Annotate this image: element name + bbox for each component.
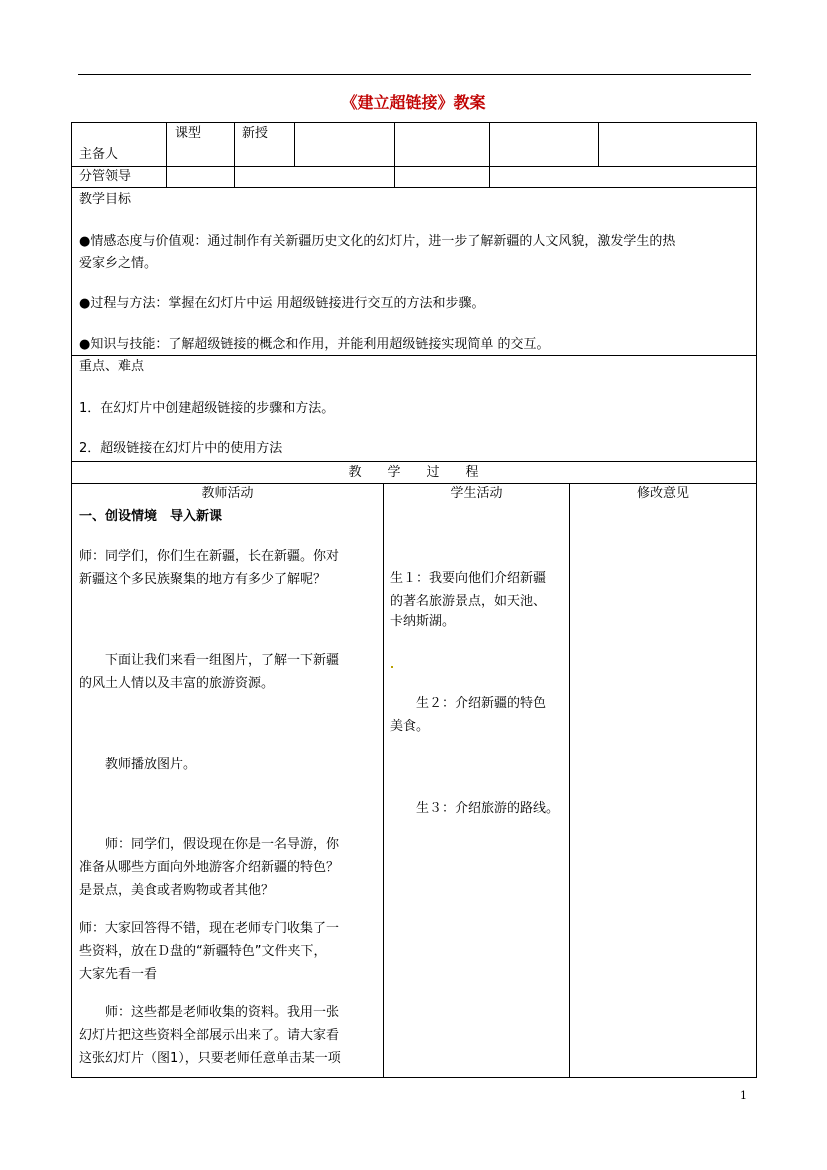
- process-heading: 教 学 过 程: [348, 465, 479, 480]
- cell-blank: [489, 166, 757, 188]
- teacher-p2-line2: 的风土人情以及丰富的旅游资源。: [79, 676, 275, 691]
- focus-item-1: 1．在幻灯片中创建超级链接的步骤和方法。: [79, 401, 335, 416]
- student-s1-line1: 生１：我要向他们介绍新疆: [390, 571, 547, 586]
- teacher-p6-line3: 这张幻灯片（图1），只要老师任意单击某一项: [79, 1051, 341, 1066]
- student-s1-line2: 的著名旅游景点，如天池、: [390, 594, 547, 609]
- student-s1-line3: 卡纳斯湖。: [390, 614, 456, 629]
- lead-preparer-label: 主备人: [79, 147, 119, 162]
- header-rule: [78, 74, 751, 75]
- teacher-p6-line2: 幻灯片把这些资料全部展示出来了。请大家看: [79, 1028, 340, 1043]
- supervisor-label: 分管领导: [79, 169, 132, 184]
- teacher-p6-line1: 师：这些都是老师收集的资料。我用一张: [79, 1005, 340, 1020]
- lesson-type-label: 课型: [175, 126, 202, 141]
- objective-emotion-line2: 爱家乡之情。: [79, 256, 158, 271]
- focus-item-2: 2．超级链接在幻灯片中的使用方法: [79, 441, 283, 456]
- teacher-p5-line2: 些资料，放在Ｄ盘的“新疆特色”文件夹下，: [79, 944, 327, 959]
- cell-blank: [489, 122, 599, 167]
- student-s3: 生３：介绍旅游的路线。: [390, 801, 560, 816]
- focus-heading: 重点、难点: [79, 359, 145, 374]
- cell-blank: [598, 122, 757, 167]
- section-heading: 一、创设情境 导入新课: [79, 509, 223, 524]
- cell-blank: [166, 166, 235, 188]
- objective-emotion-line1: ●情感态度与价值观：通过制作有关新疆历史文化的幻灯片，进一步了解新疆的人文风貌，激发学生的热: [79, 234, 676, 249]
- student-s2-line1: 生２：介绍新疆的特色: [390, 696, 547, 711]
- revision-column-header: 修改意见: [636, 486, 689, 501]
- teacher-column-header: 教师活动: [201, 486, 254, 501]
- objective-knowledge: ●知识与技能：了解超级链接的概念和作用，并能利用超级链接实现简单 的交互。: [79, 337, 550, 352]
- teacher-q1-line2: 新疆这个多民族聚集的地方有多少了解呢？: [79, 572, 327, 587]
- stray-mark: [391, 666, 393, 668]
- objectives-heading: 教学目标: [79, 192, 132, 207]
- cell-blank: [394, 122, 490, 167]
- teacher-p2-line1: 下面让我们来看一组图片，了解一下新疆: [79, 653, 340, 668]
- student-column-header: 学生活动: [450, 486, 503, 501]
- revision-column: [569, 483, 757, 1078]
- cell-blank: [294, 122, 395, 167]
- page-number: 1: [740, 1089, 747, 1102]
- teacher-p4-line1: 师：同学们，假设现在你是一名导游，你: [79, 837, 340, 852]
- objectives-cell: [71, 187, 757, 356]
- objective-process: ●过程与方法：掌握在幻灯片中运 用超级链接进行交互的方法和步骤。: [79, 296, 485, 311]
- teacher-p3: 教师播放图片。: [79, 757, 197, 772]
- teacher-p4-line2: 准备从哪些方面向外地游客介绍新疆的特色？: [79, 860, 340, 875]
- teacher-p5-line3: 大家先看一看: [79, 967, 158, 982]
- teacher-p5-line1: 师：大家回答得不错，现在老师专门收集了一: [79, 921, 340, 936]
- document-title: 《建立超链接》教案: [341, 93, 486, 112]
- teacher-q1-line1: 师：同学们，你们生在新疆，长在新疆。你对: [79, 549, 340, 564]
- lesson-type-value: 新授: [242, 126, 269, 141]
- teacher-p4-line3: 是景点，美食或者购物或者其他？: [79, 883, 275, 898]
- cell-blank: [394, 166, 490, 188]
- student-s2-line2: 美食。: [390, 719, 430, 734]
- cell-blank: [234, 166, 395, 188]
